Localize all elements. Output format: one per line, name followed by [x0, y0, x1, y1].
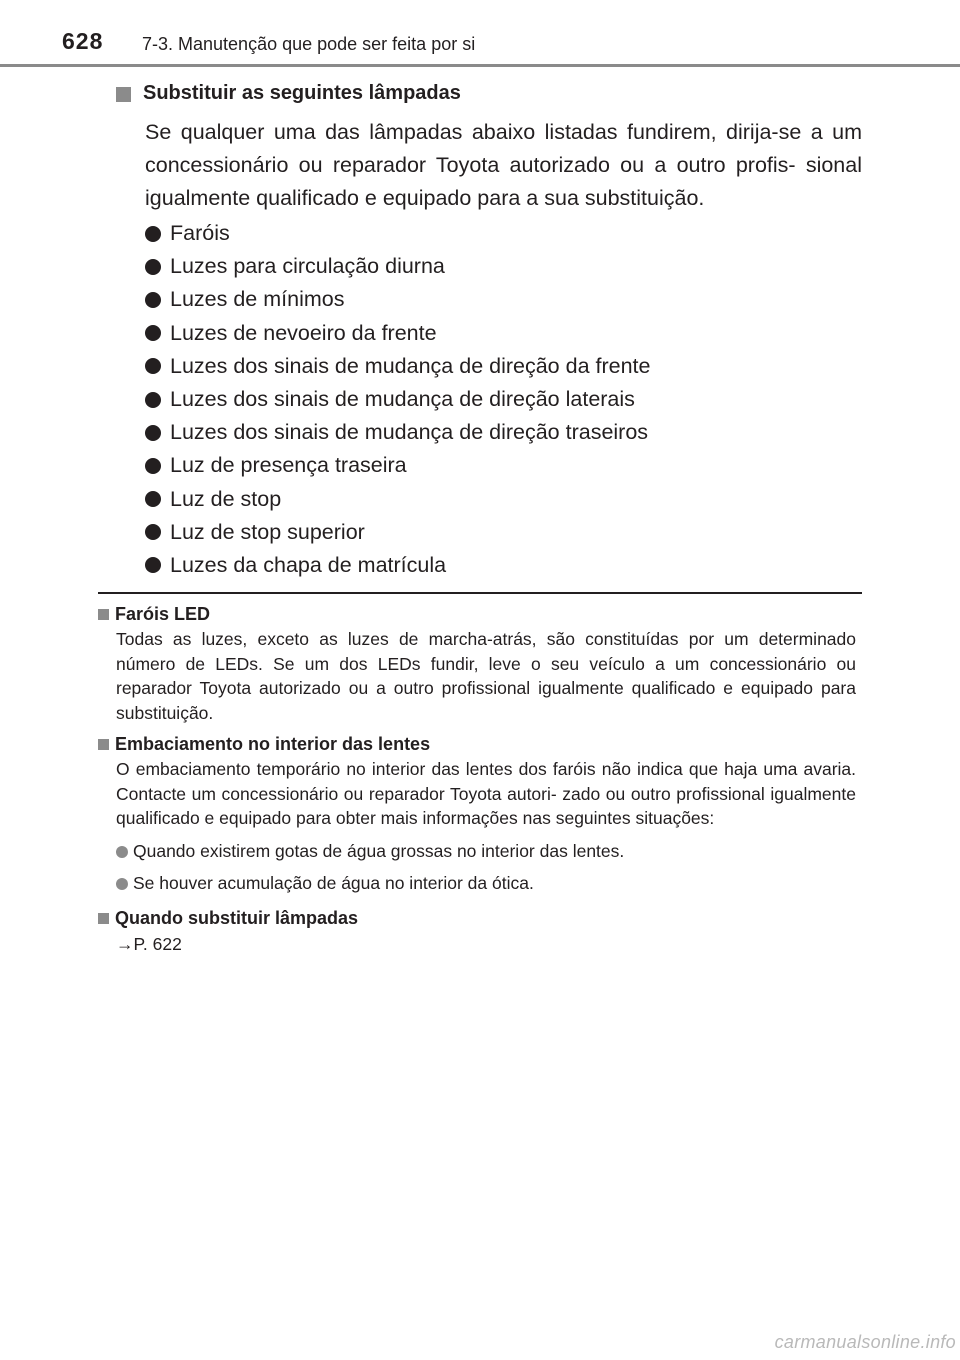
list-item-text: Luzes dos sinais de mudança de direção da frente	[170, 353, 651, 378]
note-bullet-list	[116, 836, 856, 900]
note-body: O embaciamento temporário no interior das lentes dos faróis não indica que haja uma avaria. Contacte um concessionário ou reparador Toyota autori- zado ou outro profissional igualmente qualificado e equipado para obter mais informações nas seguintes situações:	[116, 758, 856, 829]
note-heading	[98, 732, 856, 757]
notes-section	[98, 602, 856, 963]
bullet-dot-icon	[145, 524, 161, 540]
list-item-text: Luzes de mínimos	[170, 287, 345, 312]
list-item	[145, 449, 862, 482]
list-item	[145, 383, 862, 416]
bullet-dot-icon	[116, 846, 128, 858]
bullet-dot-icon	[145, 259, 161, 275]
bullet-dot-icon	[145, 325, 161, 341]
bulb-list	[145, 217, 862, 582]
note-fog	[98, 732, 856, 900]
page-reference-link[interactable]: →P. 622	[116, 933, 182, 954]
list-item-text: Luzes dos sinais de mudança de direção traseiros	[170, 420, 649, 445]
list-item	[145, 416, 862, 449]
note-heading-text: Quando substituir lâmpadas	[115, 907, 359, 928]
page-header	[0, 0, 960, 66]
list-item	[145, 549, 862, 582]
list-item-text: Luzes de nevoeiro da frente	[170, 320, 437, 345]
list-item	[116, 868, 856, 900]
bullet-dot-icon	[145, 557, 161, 573]
bullet-dot-icon	[145, 358, 161, 374]
bullet-dot-icon	[116, 878, 128, 890]
main-paragraph: Se qualquer uma das lâmpadas abaixo listadas fundirem, dirija-se a um concessionário ou reparador Toyota autorizado ou a outro profis- sional igualmente qualificado e equipado para a sua substituição.	[145, 120, 862, 210]
list-item	[145, 483, 862, 516]
list-item	[145, 217, 862, 250]
note-body: Todas as luzes, exceto as luzes de marcha-atrás, são constituídas por um determinado número de LEDs. Se um dos LEDs fundir, leve o seu veículo a um concessionário ou reparador Toyota autorizado ou a outro profissional igualmente qualificado e equipado para substituição.	[116, 629, 856, 724]
list-item-text: Luzes dos sinais de mudança de direção laterais	[170, 387, 635, 412]
list-item	[116, 836, 856, 868]
list-item	[145, 350, 862, 383]
list-item	[145, 317, 862, 350]
bullet-dot-icon	[145, 458, 161, 474]
list-item	[145, 283, 862, 316]
bullet-dot-icon	[145, 425, 161, 441]
bullet-dot-icon	[145, 392, 161, 408]
page-number: 628	[62, 28, 104, 54]
bullet-dot-icon	[145, 226, 161, 242]
list-item-text: Luz de stop	[170, 486, 282, 511]
list-item-text: Luz de stop superior	[170, 519, 365, 544]
note-heading	[98, 602, 856, 627]
square-bullet-icon	[98, 739, 109, 750]
note-replace	[98, 906, 856, 957]
note-heading-text: Embaciamento no interior das lentes	[115, 733, 431, 754]
header-divider	[0, 64, 960, 67]
list-item-text: Faróis	[170, 221, 230, 246]
section-title: 7-3. Manutenção que pode ser feita por si	[142, 34, 476, 54]
list-item-text: Quando existirem gotas de água grossas no interior das lentes.	[133, 841, 625, 862]
bullet-dot-icon	[145, 292, 161, 308]
main-heading	[116, 78, 862, 108]
list-item-text: Se houver acumulação de água no interior da ótica.	[133, 873, 534, 894]
list-item	[145, 516, 862, 549]
list-item-text: Luzes para circulação diurna	[170, 254, 445, 279]
note-led	[98, 602, 856, 726]
main-heading-text: Substituir as seguintes lâmpadas	[143, 81, 461, 104]
watermark: carmanualsonline.info	[774, 1332, 956, 1352]
section-divider	[98, 592, 862, 594]
note-heading	[98, 906, 856, 931]
square-bullet-icon	[98, 913, 109, 924]
list-item-text: Luz de presença traseira	[170, 453, 407, 478]
main-section	[116, 78, 862, 582]
list-item	[145, 250, 862, 283]
list-item-text: Luzes da chapa de matrícula	[170, 552, 447, 577]
note-heading-text: Faróis LED	[115, 604, 211, 624]
bullet-dot-icon	[145, 491, 161, 507]
square-bullet-icon	[98, 609, 109, 620]
square-bullet-icon	[116, 87, 131, 102]
